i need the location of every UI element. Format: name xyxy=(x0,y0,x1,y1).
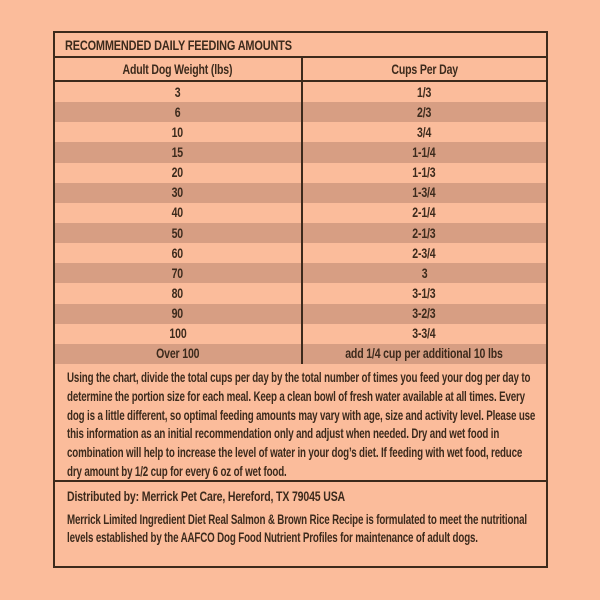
feeding-rows xyxy=(55,82,546,364)
weight-cell xyxy=(55,223,301,243)
table-row xyxy=(55,304,546,324)
weight-value: Over 100 xyxy=(156,346,200,362)
weight-value: 6 xyxy=(174,104,181,120)
weight-cell xyxy=(55,142,301,162)
weight-cell xyxy=(55,304,301,324)
weight-cell xyxy=(55,183,301,203)
cups-cell xyxy=(301,304,547,324)
weight-value: 10 xyxy=(172,124,184,140)
cups-value: 3-2/3 xyxy=(412,306,436,322)
table-row xyxy=(55,344,546,364)
aafco-statement-wrap xyxy=(67,511,538,546)
cups-value: 2-1/3 xyxy=(412,225,436,241)
header-cell-cups xyxy=(301,58,547,80)
table-row xyxy=(55,142,546,162)
table-row xyxy=(55,102,546,122)
header-weight-label: Adult Dog Weight (lbs) xyxy=(122,61,233,77)
table-row xyxy=(55,122,546,142)
cups-value: add 1/4 cup per additional 10 lbs xyxy=(345,346,504,362)
table-header-row xyxy=(55,58,546,82)
weight-cell xyxy=(55,102,301,122)
cups-cell xyxy=(301,142,547,162)
weight-value: 15 xyxy=(172,144,184,160)
cups-value: 2/3 xyxy=(417,104,432,120)
instructions-section xyxy=(55,364,546,482)
distributor-section xyxy=(55,482,546,566)
cups-cell xyxy=(301,82,547,102)
table-title: RECOMMENDED DAILY FEEDING AMOUNTS xyxy=(65,36,292,53)
header-cups-label: Cups Per Day xyxy=(390,61,458,77)
feeding-label xyxy=(53,31,548,568)
weight-cell xyxy=(55,344,301,364)
weight-cell xyxy=(55,243,301,263)
aafco-statement: Merrick Limited Ingredient Diet Real Salmon & Brown Rice Recipe is formulated to meet the nutritional levels established by the AAFCO Dog Food Nutrient Profiles for maintenance of adult dogs. xyxy=(67,512,527,545)
cups-cell xyxy=(301,163,547,183)
weight-cell xyxy=(55,324,301,344)
weight-cell xyxy=(55,203,301,223)
table-row xyxy=(55,243,546,263)
table-row xyxy=(55,203,546,223)
table-row xyxy=(55,183,546,203)
weight-value: 100 xyxy=(169,326,187,342)
cups-value: 2-3/4 xyxy=(412,245,436,261)
table-title-bar xyxy=(55,33,546,58)
cups-cell xyxy=(301,243,547,263)
cups-cell xyxy=(301,183,547,203)
table-row xyxy=(55,263,546,283)
cups-value: 1-1/4 xyxy=(412,144,436,160)
weight-value: 90 xyxy=(172,306,184,322)
cups-cell xyxy=(301,223,547,243)
cups-cell xyxy=(301,203,547,223)
table-row xyxy=(55,82,546,102)
weight-cell xyxy=(55,263,301,283)
weight-value: 3 xyxy=(174,84,181,100)
distributor-line-wrap xyxy=(67,488,538,506)
cups-value: 3 xyxy=(421,265,428,281)
header-cell-weight xyxy=(55,58,301,80)
weight-value: 50 xyxy=(172,225,184,241)
cups-cell xyxy=(301,344,547,364)
cups-cell xyxy=(301,102,547,122)
weight-value: 40 xyxy=(172,205,184,221)
cups-cell xyxy=(301,324,547,344)
weight-cell xyxy=(55,122,301,142)
table-row xyxy=(55,283,546,303)
cups-value: 3/4 xyxy=(417,124,432,140)
weight-cell xyxy=(55,163,301,183)
weight-value: 30 xyxy=(172,185,184,201)
cups-value: 3-3/4 xyxy=(412,326,436,342)
cups-value: 1/3 xyxy=(417,84,432,100)
cups-value: 1-3/4 xyxy=(412,185,436,201)
cups-cell xyxy=(301,122,547,142)
weight-cell xyxy=(55,82,301,102)
table-row xyxy=(55,324,546,344)
distributor-line: Distributed by: Merrick Pet Care, Hereford, TX 79045 USA xyxy=(67,489,346,504)
weight-value: 20 xyxy=(172,165,184,181)
weight-value: 70 xyxy=(172,265,184,281)
cups-value: 3-1/3 xyxy=(412,285,436,301)
table-row xyxy=(55,223,546,243)
weight-value: 60 xyxy=(172,245,184,261)
cups-value: 2-1/4 xyxy=(412,205,436,221)
table-row xyxy=(55,163,546,183)
cups-cell xyxy=(301,283,547,303)
cups-cell xyxy=(301,263,547,283)
weight-value: 80 xyxy=(172,285,184,301)
cups-value: 1-1/3 xyxy=(412,165,436,181)
instructions-text: Using the chart, divide the total cups per day by the total number of times you feed your dog per day to determine the portion size for each meal. Keep a clean bowl of fresh water available at all times. Every dog is a little different, so optimal feeding amounts may vary with age, size and activity level. Please use this information as an initial recommendation only and adjust when needed. Dry and wet food in combination will help to increase the level of water in your dog’s diet. If feeding with wet food, reduce dry amount by 1/2 cup for every 6 oz of wet food. xyxy=(67,370,536,479)
weight-cell xyxy=(55,283,301,303)
